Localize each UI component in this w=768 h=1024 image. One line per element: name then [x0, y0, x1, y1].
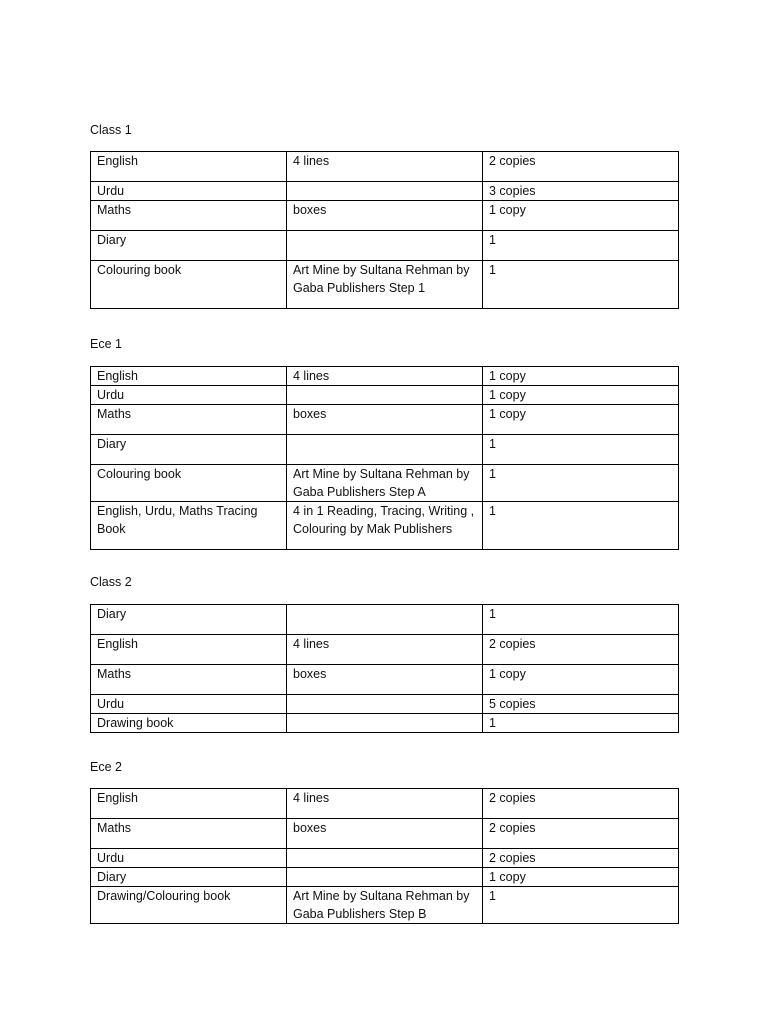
- type-cell: Art Mine by Sultana Rehman by Gaba Publishers Step B: [287, 887, 483, 924]
- quantity-cell: 1 copy: [483, 386, 679, 405]
- subject-cell: Maths: [91, 201, 287, 231]
- table-row: [91, 261, 679, 309]
- subject-cell: Drawing/Colouring book: [91, 887, 287, 924]
- table-row: [91, 152, 679, 182]
- type-cell: Art Mine by Sultana Rehman by Gaba Publishers Step 1: [287, 261, 483, 309]
- quantity-cell: 1: [483, 605, 679, 635]
- type-cell: 4 in 1 Reading, Tracing, Writing , Colouring by Mak Publishers: [287, 502, 483, 550]
- table-row: [91, 182, 679, 201]
- type-cell: [287, 182, 483, 201]
- subject-cell: Urdu: [91, 182, 287, 201]
- subject-cell: English: [91, 789, 287, 819]
- subject-cell: Drawing book: [91, 714, 287, 733]
- quantity-cell: 1: [483, 231, 679, 261]
- quantity-cell: 5 copies: [483, 695, 679, 714]
- quantity-cell: 2 copies: [483, 849, 679, 868]
- type-cell: [287, 435, 483, 465]
- table-row: [91, 819, 679, 849]
- subject-cell: English: [91, 635, 287, 665]
- subject-cell: English, Urdu, Maths Tracing Book: [91, 502, 287, 550]
- table-row: [91, 465, 679, 502]
- table-row: [91, 868, 679, 887]
- type-cell: boxes: [287, 819, 483, 849]
- table-row: [91, 789, 679, 819]
- type-cell: 4 lines: [287, 367, 483, 386]
- book-list-table-class-1: [90, 151, 679, 309]
- type-cell: Art Mine by Sultana Rehman by Gaba Publishers Step A: [287, 465, 483, 502]
- type-cell: 4 lines: [287, 635, 483, 665]
- quantity-cell: 2 copies: [483, 819, 679, 849]
- subject-cell: Colouring book: [91, 261, 287, 309]
- subject-cell: Diary: [91, 435, 287, 465]
- type-cell: [287, 849, 483, 868]
- type-cell: [287, 695, 483, 714]
- book-list-table-class-2: [90, 604, 679, 733]
- subject-cell: English: [91, 367, 287, 386]
- table-row: [91, 502, 679, 550]
- table-row: [91, 405, 679, 435]
- quantity-cell: 2 copies: [483, 152, 679, 182]
- section-heading-ece-1: Ece 1: [90, 337, 122, 351]
- table-row: [91, 435, 679, 465]
- type-cell: boxes: [287, 405, 483, 435]
- table-row: [91, 849, 679, 868]
- quantity-cell: 1 copy: [483, 367, 679, 386]
- table-row: [91, 635, 679, 665]
- quantity-cell: 1: [483, 887, 679, 924]
- subject-cell: English: [91, 152, 287, 182]
- type-cell: [287, 605, 483, 635]
- quantity-cell: 1: [483, 435, 679, 465]
- type-cell: [287, 868, 483, 887]
- type-cell: [287, 231, 483, 261]
- subject-cell: Colouring book: [91, 465, 287, 502]
- type-cell: 4 lines: [287, 152, 483, 182]
- quantity-cell: 1: [483, 502, 679, 550]
- book-list-table-ece-1: [90, 366, 679, 550]
- subject-cell: Maths: [91, 819, 287, 849]
- type-cell: 4 lines: [287, 789, 483, 819]
- quantity-cell: 1: [483, 714, 679, 733]
- quantity-cell: 1 copy: [483, 405, 679, 435]
- book-list-table-ece-2: [90, 788, 679, 924]
- type-cell: [287, 386, 483, 405]
- type-cell: boxes: [287, 665, 483, 695]
- table-row: [91, 367, 679, 386]
- table-row: [91, 714, 679, 733]
- section-heading-ece-2: Ece 2: [90, 760, 122, 774]
- subject-cell: Maths: [91, 405, 287, 435]
- section-heading-class-2: Class 2: [90, 575, 132, 589]
- table-row: [91, 201, 679, 231]
- quantity-cell: 1 copy: [483, 201, 679, 231]
- table-row: [91, 231, 679, 261]
- quantity-cell: 2 copies: [483, 635, 679, 665]
- quantity-cell: 2 copies: [483, 789, 679, 819]
- subject-cell: Diary: [91, 605, 287, 635]
- section-heading-class-1: Class 1: [90, 123, 132, 137]
- table-row: [91, 887, 679, 924]
- table-row: [91, 605, 679, 635]
- table-row: [91, 386, 679, 405]
- quantity-cell: 1 copy: [483, 868, 679, 887]
- subject-cell: Urdu: [91, 386, 287, 405]
- subject-cell: Diary: [91, 231, 287, 261]
- subject-cell: Maths: [91, 665, 287, 695]
- subject-cell: Urdu: [91, 849, 287, 868]
- type-cell: [287, 714, 483, 733]
- table-row: [91, 695, 679, 714]
- type-cell: boxes: [287, 201, 483, 231]
- quantity-cell: 1 copy: [483, 665, 679, 695]
- quantity-cell: 1: [483, 261, 679, 309]
- subject-cell: Urdu: [91, 695, 287, 714]
- quantity-cell: 3 copies: [483, 182, 679, 201]
- subject-cell: Diary: [91, 868, 287, 887]
- quantity-cell: 1: [483, 465, 679, 502]
- table-row: [91, 665, 679, 695]
